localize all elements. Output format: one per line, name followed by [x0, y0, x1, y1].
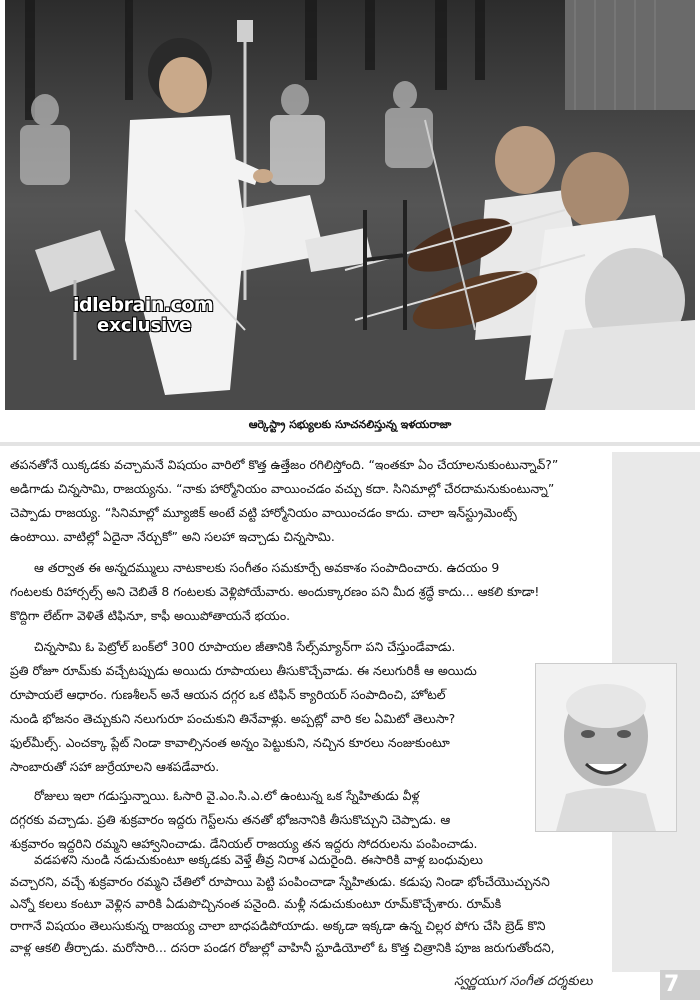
text-line: ప్రతి రోజూ రూమ్‌కు వచ్చేటప్పుడు అయిదు రూపాయలు తీసుకొచ్చేవాడు. ఈ నలుగురికీ ఆ అయిదు	[10, 663, 477, 678]
text-line: రూపాయలే ఆధారం. గుణశీలన్ అనే ఆయన దగ్గర ఒక టిఫిన్ క్యారియర్ సంపాదించి, హోటల్	[10, 687, 446, 702]
text-line: ఆ తర్వాత ఈ అన్నదమ్ములు నాటకాలకు సంగీతం సమకూర్చే అవకాశం సంపాదించారు. ఉదయం 9	[34, 560, 500, 575]
running-footer-title: స్వర్ణయుగ సంగీత దర్శకులు	[454, 974, 593, 989]
text-line: ఎన్నో కలలు కంటూ వెళ్లిన వారికి ఏడుపొచ్చినంత పనైంది. మళ్లీ నడుచుకుంటూ రూమ్‌కొచ్చేశారు. రూమ్‌కి	[10, 896, 502, 911]
text-line: చిన్నసామి ఓ పెట్రోల్ బంక్‌లో 300 రూపాయల జీతానికి సేల్స్‌మ్యాన్‌గా పని చేస్తుండేవాడు.	[34, 639, 456, 654]
page-number: 7	[660, 970, 700, 1000]
text-line: దగ్గరకు వచ్చాడు. ప్రతి శుక్రవారం ఇద్దరు గెస్ట్‌లను తనతో భోజనానికి తీసుకొచ్చుని చెప్పాడు. ఆ	[10, 812, 451, 827]
caption-divider	[0, 442, 700, 446]
text-line: వాళ్ల ఆకలి తీర్చాడు. మరోసారి... దసరా పండగ రోజుల్లో వాహినీ స్టూడియోలో ఓ కొత్త చిత్రానికి పూజ జరుగుతోందని,	[10, 940, 555, 955]
text-line: కొద్దిగా లేట్‌గా వెళితే టిఫినూ, కాఫీ అయిపోతాయనే భయం.	[10, 608, 291, 623]
watermark-line2: exclusive	[97, 315, 192, 336]
text-line: రోజులు ఇలా గడుస్తున్నాయి. ఓసారి వై.ఎం.సి.ఎ.లో ఉంటున్న ఒక స్నేహితుడు వీళ్ల	[34, 788, 420, 803]
text-line: వడపళని నుండి నడుచుకుంటూ అక్కడకు వెళ్తే తీవ్ర నిరాశ ఎదురైంది. ఈసారికి వాళ్ల బంధువులు	[34, 852, 483, 867]
idlebrain-watermark	[73, 294, 215, 342]
portrait-illustration	[536, 664, 676, 831]
text-line: శుక్రవారం ఇద్దరిని రమ్మని ఆహ్వానించాడు. డేనియల్ రాజయ్య తన ఇద్దరు సోదరులను పంపించాడు.	[10, 836, 478, 851]
text-line: అడిగాడు చిన్నసామి, రాజయ్యను. “నాకు హార్మోనియం వాయించడం వచ్చు కదా. సినిమాల్లో చేరదామనుకుంటున్నా”	[10, 481, 555, 496]
photo-caption: ఆర్కెస్ట్రా సభ్యులకు సూచనలిస్తున్న ఇళయరాజా	[248, 418, 452, 431]
ilaiyaraaja-portrait	[535, 663, 677, 832]
text-line: గంటలకు రిహార్సల్స్ అని చెబితే 8 గంటలకు వెళ్లిపోయేవారు. అందుక్కారణం పని మీద శ్రద్ధే కాదు... ఆకలి కూడా!	[10, 584, 540, 599]
text-line: తపనతోనే యిక్కడకు వచ్చామనే విషయం వారిలో కొత్త ఉత్తేజం రగిలిస్తోంది. “ఇంతకూ ఏం చేయాలనుకుంటున్నావ్?”	[10, 457, 559, 472]
orchestra-photo	[5, 0, 695, 410]
watermark-line1: idlebrain.com	[73, 294, 214, 316]
text-line: రాగానే విషయం తెలుసుకున్న రాజయ్య చాలా బాధపడిపోయాడు. అక్కడా ఇక్కడా ఉన్న చిల్లర పోగు చేసి బ్రెడ్ కొని	[10, 918, 546, 933]
text-line: ఫుల్‌మీల్స్. ఎంచక్కా ప్లేట్ నిండా కావాల్సినంత అన్నం పెట్టుకుని, నచ్చిన కూరలు నంజుకుంటూ	[10, 735, 450, 750]
text-line: ఉంటాయి. వాటిల్లో ఏదైనా నేర్చుకో” అని సలహా ఇచ్చాడు చిన్నసామి.	[10, 529, 335, 544]
text-line: నుండి భోజనం తెచ్చుకుని నలుగురూ పంచుకుని తినేవాళ్లు. అప్పట్లో వారి కల ఏమిటో తెలుసా?	[10, 711, 456, 726]
text-line: వచ్చారని, వచ్చే శుక్రవారం రమ్మని చేతిలో రూపాయి పెట్టి పంపించాడా స్నేహితుడు. కడుపు నిండా భోంచేయొచ్చునని	[10, 874, 550, 889]
orchestra-photo-illustration	[5, 0, 695, 410]
text-line: చెప్పాడు రాజయ్య. “సినిమాల్లో మ్యూజిక్ అంటే వట్టి హార్మోనియం వాయించడం కాదు. చాలా ఇన్‌స్ట్రుమెంట్స్	[10, 505, 517, 520]
text-line: సాంబారుతో సహా జుర్రేయాలని ఆశపడేవారు.	[10, 759, 220, 774]
